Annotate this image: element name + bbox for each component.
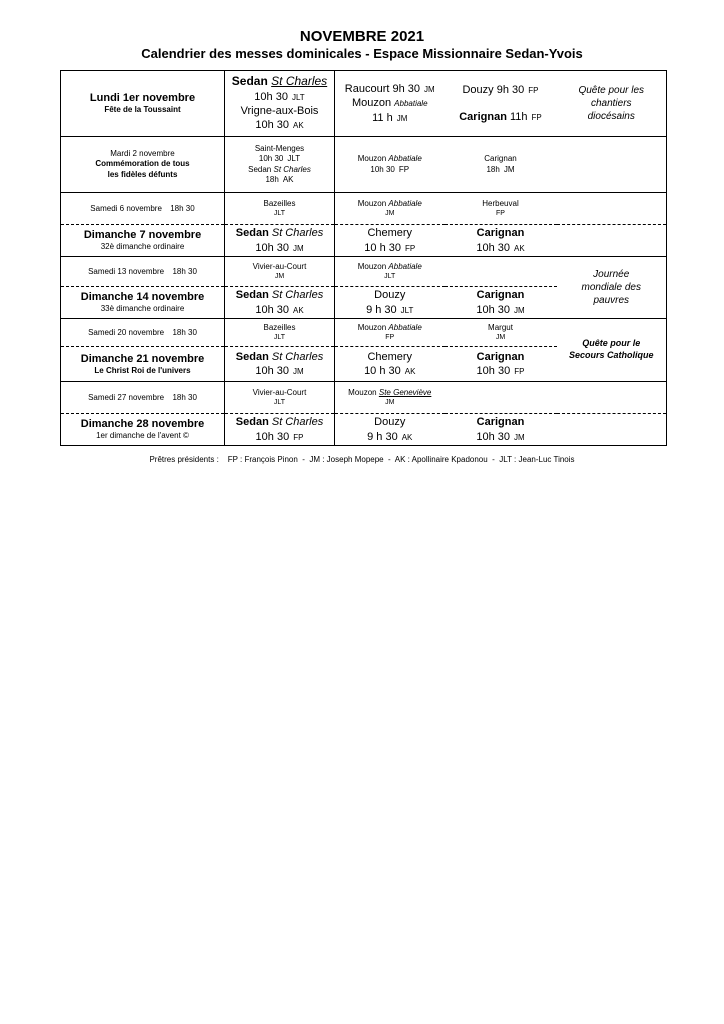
church-cell: Raucourt 9h 30 JM Mouzon Abbatiale 11 h JM (344, 83, 435, 124)
day-cell: Mardi 2 novembre Commémoration de tous les fidèles défunts (61, 137, 225, 193)
church-cell: Margut JM (445, 319, 557, 347)
note-cell (557, 382, 667, 414)
church-cell: Mouzon Abbatiale JM (335, 193, 445, 225)
day-cell: Samedi 6 novembre 18h 30 (61, 193, 225, 225)
table-row (61, 225, 667, 257)
church-cell: Sedan St Charles 10h 30 JM (225, 347, 335, 382)
page-subtitle: Calendrier des messes dominicales - Espace Missionnaire Sedan-Yvois (141, 46, 583, 61)
church-cell: Carignan 18h JM (445, 137, 557, 193)
church-cell: Chemery 10 h 30 FP (335, 225, 445, 257)
day-cell: Samedi 13 novembre 18h 30 (61, 257, 225, 287)
church-cell: Mouzon Abbatiale FP (335, 319, 445, 347)
table-row (61, 382, 667, 414)
church-cell: Carignan 10h 30 JM (445, 287, 557, 319)
church-cell: Herbeuval FP (445, 193, 557, 225)
church-cell: Saint-Menges 10h 30 JLT Sedan St Charles 18h AK (225, 137, 335, 193)
day-cell: Dimanche 28 novembre 1er dimanche de l'avent © (61, 414, 225, 446)
note-cell (557, 137, 667, 193)
mass-calendar-table (60, 70, 667, 446)
church-cell: Douzy 9 h 30 AK (335, 414, 445, 446)
church-cell: Mouzon Abbatiale 10h 30 FP (335, 137, 445, 193)
priests-legend: Prêtres présidents : FP : François Pinon - JM : Joseph Mopepe - AK : Apollinaire Kpadonou - JLT : Jean-Luc Tinois (149, 455, 575, 464)
church-cell (445, 382, 557, 414)
church-cell: Vivier-au-Court JM (225, 257, 335, 287)
church-cell (445, 257, 557, 287)
day-cell: Dimanche 21 novembre Le Christ Roi de l'univers (61, 347, 225, 382)
table-row (61, 257, 667, 287)
table-row (61, 319, 667, 347)
note-cell: Quête pour le Secours Catholique (557, 319, 667, 382)
page-title: NOVEMBRE 2021 (299, 28, 425, 45)
church-cell: Bazeilles JLT (225, 193, 335, 225)
church-cell: Carignan 10h 30 AK (445, 225, 557, 257)
note-cell: Quête pour les chantiers diocésains (578, 85, 645, 122)
church-cell: Carignan 10h 30 JM (445, 414, 557, 446)
church-cell: Bazeilles JLT (225, 319, 335, 347)
note-cell (557, 225, 667, 257)
church-cell: Mouzon Abbatiale JLT (335, 257, 445, 287)
church-cell: Douzy 9 h 30 JLT (335, 287, 445, 319)
day-cell: Samedi 20 novembre 18h 30 (61, 319, 225, 347)
church-cell: Mouzon Ste Geneviève JM (335, 382, 445, 414)
note-cell (557, 414, 667, 446)
church-cell: Douzy 9h 30 FP Carignan 11h FP (459, 84, 542, 123)
note-cell: Journée mondiale des pauvres (557, 257, 667, 319)
church-cell: Vivier-au-Court JLT (225, 382, 335, 414)
day-cell: Dimanche 7 novembre 32è dimanche ordinaire (61, 225, 225, 257)
note-cell (557, 193, 667, 225)
church-cell: Chemery 10 h 30 AK (335, 347, 445, 382)
table-row (61, 414, 667, 446)
day-cell: Samedi 27 novembre 18h 30 (61, 382, 225, 414)
church-cell: Sedan St Charles 10h 30 JM (225, 225, 335, 257)
day-cell: Lundi 1er novembre Fête de la Toussaint (61, 71, 225, 137)
church-cell: Sedan St Charles 10h 30 AK (225, 287, 335, 319)
table-row (61, 71, 667, 137)
day-cell: Dimanche 14 novembre 33è dimanche ordinaire (61, 287, 225, 319)
church-cell: Sedan St Charles 10h 30 JLT Vrigne-aux-Bois 10h 30 AK (225, 71, 335, 137)
table-row (61, 137, 667, 193)
church-cell: Sedan St Charles 10h 30 FP (225, 414, 335, 446)
table-row (61, 193, 667, 225)
church-cell: Carignan 10h 30 FP (445, 347, 557, 382)
